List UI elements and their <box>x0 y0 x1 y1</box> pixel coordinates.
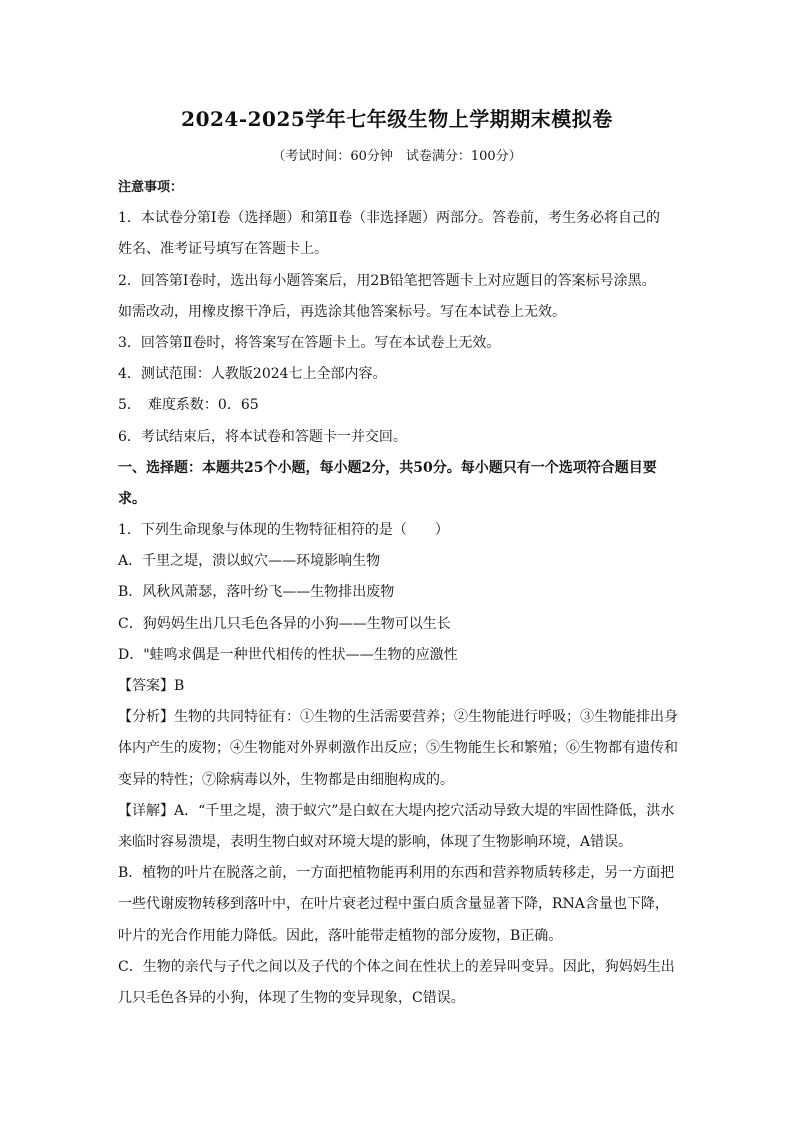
analysis-line: 变异的特性；⑦除病毒以外，生物都是由细胞构成的。 <box>118 771 454 788</box>
notice-line: 2．回答第Ⅰ卷时，选出每小题答案后，用2B铅笔把答题卡上对应题目的答案标号涂黑。 <box>118 272 656 289</box>
exam-info: （考试时间：60分钟 试卷满分：100分） <box>272 149 522 164</box>
analysis-line: 体内产生的废物；④生物能对外界刺激作出反应；⑤生物能生长和繁殖；⑥生物都有遗传和 <box>118 740 678 757</box>
option-d: D．"蛙鸣求偶是一种世代相传的性状——生物的应激性 <box>118 646 458 663</box>
detail-line: C．生物的亲代与子代之间以及子代的个体之间在性状上的差异叫变异。因此，狗妈妈生出 <box>118 958 675 975</box>
notice-line: 姓名、准考证号填写在答题卡上。 <box>118 241 328 258</box>
notice-heading: 注意事项： <box>118 180 184 195</box>
detail-line: 来临时容易溃堤，表明生物白蚁对环境大堤的影响，体现了生物影响环境，A错误。 <box>118 833 633 850</box>
option-c: C．狗妈妈生出几只毛色各异的小狗——生物可以生长 <box>118 615 451 632</box>
notice-line: 3．回答第Ⅱ卷时，将答案写在答题卡上。写在本试卷上无效。 <box>118 334 501 351</box>
option-a: A．千里之堤，溃以蚁穴——环境影响生物 <box>118 553 381 570</box>
section-heading: 一、选择题：本题共25个小题，每小题2分，共50分。每小题只有一个选项符合题目要 <box>118 459 657 476</box>
notice-line: 4．测试范围：人教版2024七上全部内容。 <box>118 366 387 383</box>
notice-line: 如需改动，用橡皮擦干净后，再选涂其他答案标号。写在本试卷上无效。 <box>118 303 566 320</box>
detail-line: 【详解】A．“千里之堤，溃于蚁穴”是白蚁在大堤内挖穴活动导致大堤的牢固性降低，洪水 <box>118 802 675 819</box>
detail-line: 一些代谢废物转移到落叶中，在叶片衰老过程中蛋白质含量显著下降，RNA含量也下降， <box>118 896 669 913</box>
option-b: B．风秋风萧瑟，落叶纷飞——生物排出废物 <box>118 584 395 601</box>
notice-line: 5． 难度系数：0．65 <box>118 397 259 414</box>
detail-line: 几只毛色各异的小狗，体现了生物的变异现象，C错误。 <box>118 989 465 1006</box>
detail-line: B．植物的叶片在脱落之前，一方面把植物能再利用的东西和营养物质转移走，另一方面把 <box>118 865 675 882</box>
document-body <box>118 172 678 1014</box>
notice-line: 1．本试卷分第Ⅰ卷（选择题）和第Ⅱ卷（非选择题）两部分。答卷前，考生务必将自己的 <box>118 210 660 227</box>
analysis-line: 【分析】生物的共同特征有：①生物的生活需要营养；②生物能进行呼吸；③生物能排出身 <box>118 709 678 726</box>
notice-line: 6．考试结束后，将本试卷和答题卡一并交回。 <box>118 428 407 445</box>
answer: 【答案】B <box>118 678 185 694</box>
section-heading-cont: 求。 <box>118 490 146 507</box>
page-title: 2024-2025学年七年级生物上学期期末模拟卷 <box>181 107 613 131</box>
detail-line: 叶片的光合作用能力降低。因此，落叶能带走植物的部分废物，B正确。 <box>118 927 563 944</box>
question-stem: 1．下列生命现象与体现的生物特征相符的是（ ） <box>118 522 449 539</box>
